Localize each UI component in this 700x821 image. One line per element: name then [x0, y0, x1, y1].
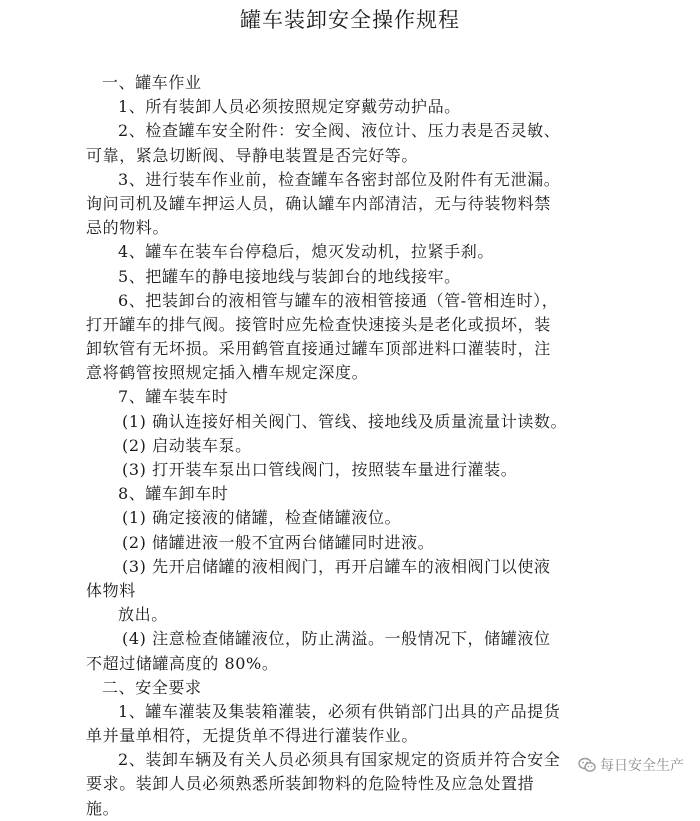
text-line: 一、罐车作业	[102, 73, 202, 92]
text-line: 4、罐车在装车台停稳后，熄灭发动机，拉紧手刹。	[118, 242, 494, 262]
text-line: 1、所有装卸人员必须按照规定穿戴劳动护品。	[118, 97, 461, 117]
text-line: 意将鹤管按照规定插入槽车规定深度。	[86, 363, 369, 383]
document-body	[86, 71, 606, 821]
text-line: 6、把装卸台的液相管与罐车的液相管接通（管-管相连时），	[118, 290, 559, 310]
text-line: 可靠，紧急切断阀、导静电装置是否完好等。	[86, 145, 419, 165]
text-line: 打开罐车的排气阀。接管时应先检查快速接头是老化或损坏，装	[86, 314, 551, 334]
text-line: 5、把罐车的静电接地线与装卸台的地线接牢。	[118, 266, 461, 286]
text-line: 询问司机及罐车押运人员，确认罐车内部清洁，无与待装物料禁	[86, 193, 551, 213]
text-line: 放出。	[118, 605, 168, 625]
text-line: (2) 储罐进液一般不宜两台储罐同时进液。	[122, 532, 435, 552]
text-line: 1、罐车灌装及集装箱灌装，必须有供销部门出具的产品提货	[118, 701, 561, 721]
watermark-text: 每日安全生产	[600, 758, 684, 774]
text-line: (4) 注意检查储罐液位，防止满溢。一般情况下，储罐液位	[122, 629, 551, 649]
text-line: 不超过储罐高度的 80%。	[86, 653, 279, 673]
text-line: (1) 确认连接好相关阀门、管线、接地线及质量流量计读数。	[122, 411, 568, 431]
text-line: 施。	[86, 798, 120, 818]
text-line: (3) 先开启储罐的液相阀门，再开启罐车的液相阀门以使液	[122, 556, 551, 576]
text-line: 2、检查罐车安全附件：安全阀、液位计、压力表是否灵敏、	[118, 121, 561, 141]
text-line: 体物料	[86, 580, 136, 600]
document-title: 罐车装卸安全操作规程	[240, 8, 460, 32]
text-line: 二、安全要求	[102, 677, 202, 697]
text-line: 8、罐车卸车时	[118, 484, 229, 504]
text-line: 3、进行装车作业前，检查罐车各密封部位及附件有无泄漏。	[118, 169, 561, 189]
text-line: (1) 确定接液的储罐，检查储罐液位。	[122, 508, 402, 528]
text-line: 单并量单相符，无提货单不得进行灌装作业。	[86, 726, 419, 746]
watermark	[576, 755, 686, 775]
text-line: (2) 启动装车泵。	[122, 435, 252, 455]
text-line: 7、罐车装车时	[118, 387, 229, 407]
text-line: 忌的物料。	[86, 218, 170, 238]
text-line: 要求。装卸人员必须熟悉所装卸物料的危险特性及应急处置措	[86, 774, 535, 794]
text-line: 卸软管有无坏损。采用鹤管直接通过罐车顶部进料口灌装时，注	[86, 339, 551, 359]
text-line: (3) 打开装车泵出口管线阀门，按照装车量进行灌装。	[122, 460, 518, 479]
text-line: 2、装卸车辆及有关人员必须具有国家规定的资质并符合安全	[118, 750, 561, 770]
wechat-icon	[578, 757, 596, 773]
